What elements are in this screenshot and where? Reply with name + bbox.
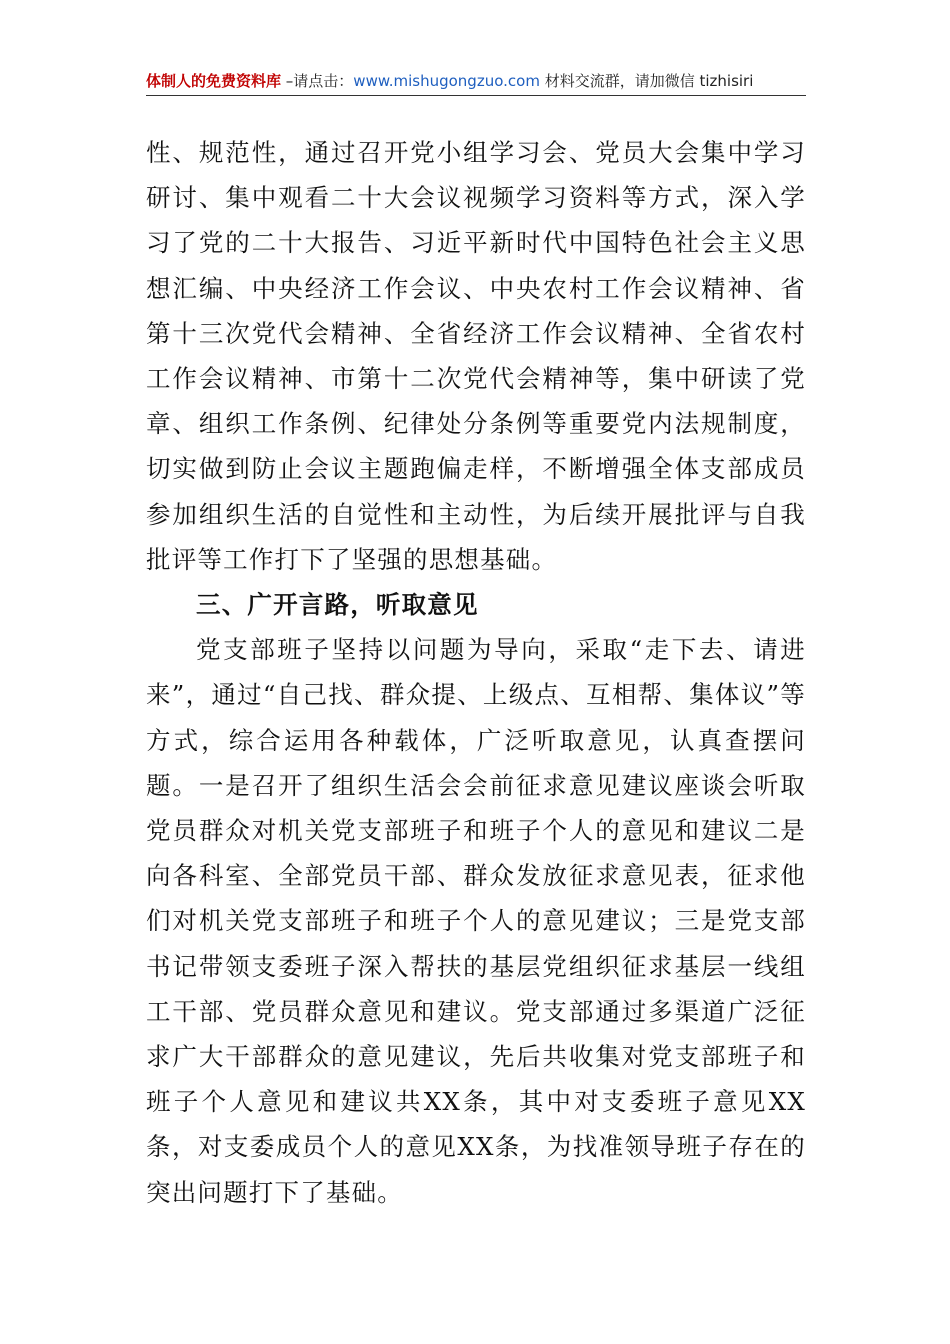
header-divider <box>146 95 806 96</box>
document-body <box>146 130 806 1215</box>
header-prompt: –请点击： <box>281 72 354 90</box>
section-heading-3: 三、广开言路，听取意见 <box>196 590 479 620</box>
header-brand: 体制人的免费资料库 <box>146 72 282 90</box>
paragraph-continued: 性、规范性，通过召开党小组学习会、党员大会集中学习研讨、集中观看二十大会议视频学习资料等方式，深入学习了党的二十大报告、习近平新时代中国特色社会主义思想汇编、中央经济工作会议、中央农村工作会议精神、省第十三次党代会精神、全省经济工作会议精神、全省农村工作会议精神、市第十二次党代会精神等，集中研读了党章、组织工作条例、纪律处分条例等重要党内法规制度，切实做到防止会议主题跑偏走样，不断增强全体支部成员参加组织生活的自觉性和主动性，为后续开展批评与自我批评等工作打下了坚强的思想基础。 <box>146 138 806 574</box>
page-header <box>146 66 808 96</box>
header-note: 材料交流群，请加微信 tizhisiri <box>539 72 754 90</box>
header-url-link[interactable]: www.mishugongzuo.com <box>353 72 540 90</box>
paragraph-opinions: 党支部班子坚持以问题为导向，采取“走下去、请进来”，通过“自己找、群众提、上级点、互相帮、集体议”等方式，综合运用各种载体，广泛听取意见，认真查摆问题。一是召开了组织生活会会前征求意见建议座谈会听取党员群众对机关党支部班子和班子个人的意见和建议二是向各科室、全部党员干部、群众发放征求意见表，征求他们对机关党支部班子和班子个人的意见建议；三是党支部书记带领支委班子深入帮扶的基层党组织征求基层一线组工干部、党员群众意见和建议。党支部通过多渠道广泛征求广大干部群众的意见建议，先后共收集对党支部班子和班子个人意见和建议共XX条，其中对支委班子意见XX条，对支委成员个人的意见XX条，为找准领导班子存在的突出问题打下了基础。 <box>146 635 806 1207</box>
